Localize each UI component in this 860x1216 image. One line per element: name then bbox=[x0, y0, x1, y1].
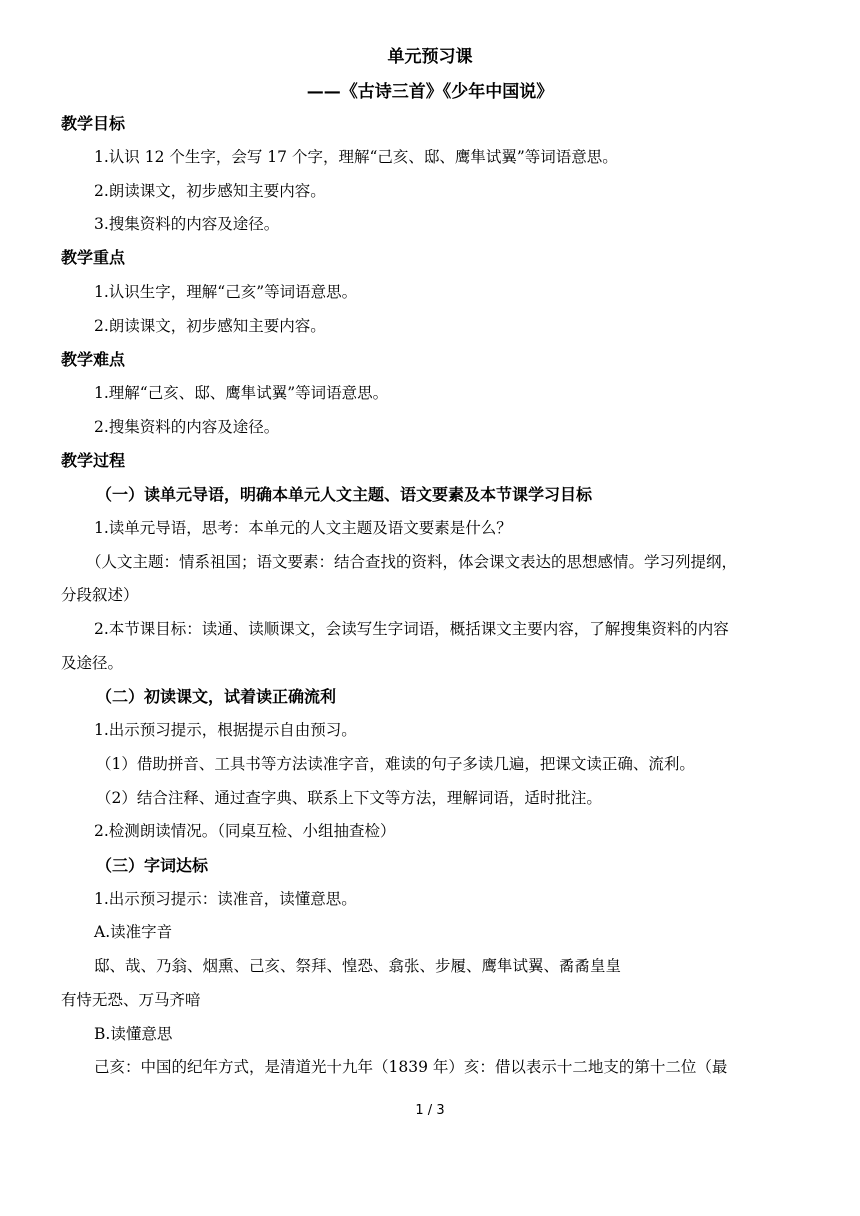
section-heading-key-points: 教学重点 bbox=[61, 248, 126, 267]
process-line: 分段叙述） bbox=[61, 586, 139, 604]
process-line: 己亥：中国的纪年方式，是清道光十九年（1839 年）亥：借以表示十二地支的第十二位（最 bbox=[94, 1058, 728, 1076]
process-line: 1.读单元导语，思考：本单元的人文主题及语文要素是什么？ bbox=[94, 519, 512, 537]
process-line: 有恃无恐、万马齐喑 bbox=[61, 991, 201, 1009]
page-title: 单元预习课 bbox=[387, 47, 473, 67]
section-heading-process: 教学过程 bbox=[61, 451, 126, 470]
key-point-item: 1.认识生字，理解“己亥”等词语意思。 bbox=[94, 283, 358, 301]
difficulty-item: 2.搜集资料的内容及途径。 bbox=[94, 418, 280, 436]
process-line: （人文主题：情系祖国；语文要素：结合查找的资料，体会课文表达的思想感情。学习列提纲， bbox=[86, 553, 738, 571]
process-line: 2.检测朗读情况。（同桌互检、小组抽查检） bbox=[94, 822, 396, 840]
process-line: 1.出示预习提示，根据提示自由预习。 bbox=[94, 721, 357, 739]
goal-item: 2.朗读课文，初步感知主要内容。 bbox=[94, 182, 326, 200]
process-line: 2.本节课目标：读通、读顺课文，会读写生字词语，概括课文主要内容，了解搜集资料的内容 bbox=[94, 620, 729, 638]
key-point-item: 2.朗读课文，初步感知主要内容。 bbox=[94, 317, 326, 335]
process-line: 及途径。 bbox=[61, 654, 124, 672]
process-line: B.读懂意思 bbox=[94, 1025, 173, 1043]
process-part3-title: （三）字词达标 bbox=[96, 856, 209, 875]
process-line: （1）借助拼音、工具书等方法读准字音，难读的句子多读几遍，把课文读正确、流利。 bbox=[96, 755, 695, 773]
page-number: 1 / 3 bbox=[415, 1103, 445, 1118]
goal-item: 1.认识 12 个生字，会写 17 个字，理解“己亥、邸、鹰隼试翼”等词语意思。 bbox=[94, 148, 618, 166]
goal-item: 3.搜集资料的内容及途径。 bbox=[94, 215, 280, 233]
difficulty-item: 1.理解“己亥、邸、鹰隼试翼”等词语意思。 bbox=[94, 384, 389, 402]
section-heading-difficulties: 教学难点 bbox=[61, 350, 126, 369]
page-subtitle: ——《古诗三首》《少年中国说》 bbox=[306, 82, 554, 102]
section-heading-goals: 教学目标 bbox=[61, 114, 126, 133]
process-line: 邸、哉、乃翁、烟熏、己亥、祭拜、惶恐、翕张、步履、鹰隼试翼、矞矞皇皇 bbox=[94, 957, 622, 975]
process-line: A.读准字音 bbox=[94, 923, 173, 941]
process-line: 1.出示预习提示：读准音，读懂意思。 bbox=[94, 890, 357, 908]
process-part2-title: （二）初读课文，试着读正确流利 bbox=[96, 687, 337, 706]
process-line: （2）结合注释、通过查字典、联系上下文等方法，理解词语，适时批注。 bbox=[96, 789, 602, 807]
process-part1-title: （一）读单元导语，明确本单元人文主题、语文要素及本节课学习目标 bbox=[96, 485, 593, 504]
